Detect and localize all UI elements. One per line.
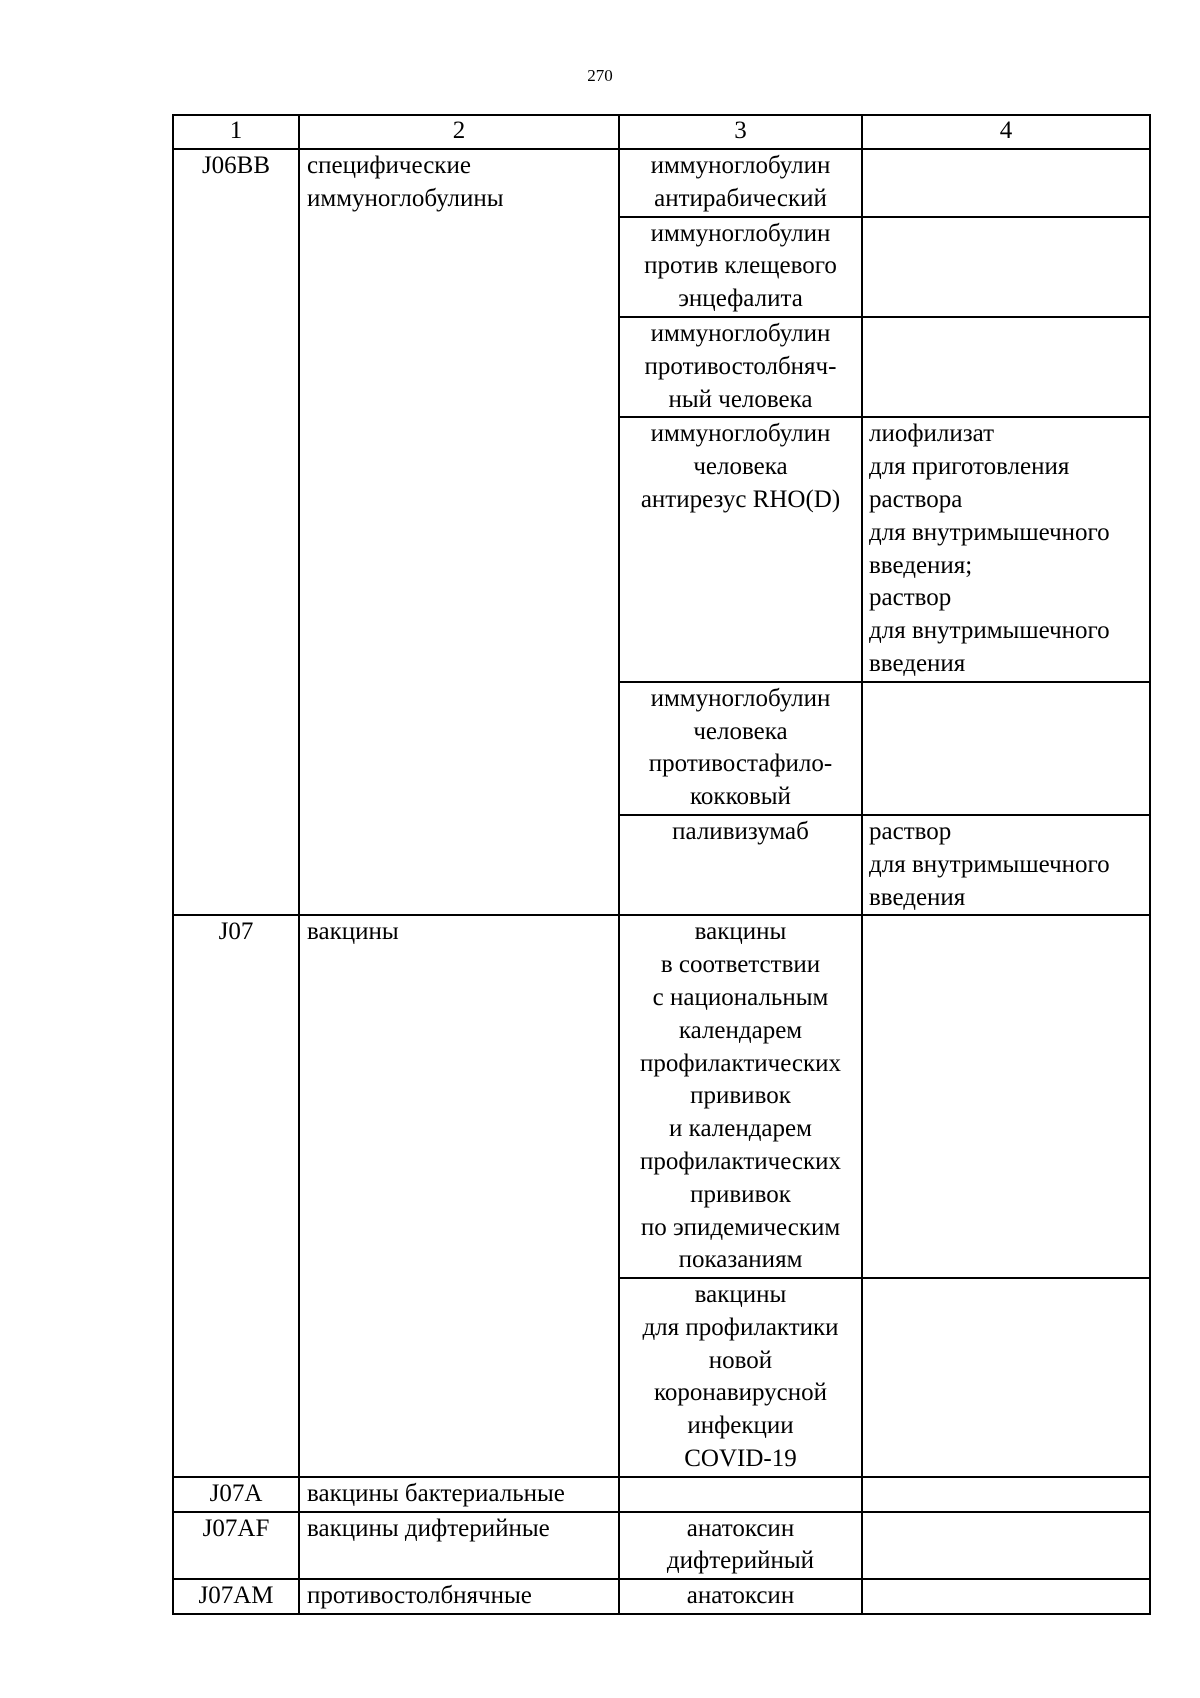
table-row: [173, 1579, 1150, 1614]
drug-name-cell: [619, 1477, 862, 1512]
dosage-form-cell: [862, 1512, 1150, 1580]
table-row: [173, 1477, 1150, 1512]
atc-code-cell: J07AF: [173, 1512, 299, 1580]
dosage-form-cell: [862, 1278, 1150, 1477]
group-name-cell: специфические иммуноглобулины: [299, 149, 619, 915]
group-name-cell: вакцины бактериальные: [299, 1477, 619, 1512]
drug-name-cell: вакцины для профилактики новой коронавирусной инфекции COVID-19: [619, 1278, 862, 1477]
drug-name-cell: иммуноглобулин человека противостафило- кокковый: [619, 682, 862, 815]
column-header-3: 3: [619, 115, 862, 149]
atc-code-cell: J07: [173, 915, 299, 1477]
dosage-form-cell: раствор для внутримышечного введения: [862, 815, 1150, 915]
dosage-form-cell: лиофилизат для приготовления раствора для внутримышечного введения; раствор для внутримышечного введения: [862, 417, 1150, 681]
dosage-form-cell: [862, 217, 1150, 317]
drug-name-cell: паливизумаб: [619, 815, 862, 915]
group-name-cell: противостолбнячные: [299, 1579, 619, 1614]
page-number: 270: [587, 66, 613, 85]
drug-name-cell: иммуноглобулин человека антирезус RHO(D): [619, 417, 862, 681]
column-header-1: 1: [173, 115, 299, 149]
drug-table: [172, 114, 1151, 1615]
dosage-form-cell: [862, 1477, 1150, 1512]
drug-name-cell: вакцины в соответствии с национальным календарем профилактических прививок и календарем профилактических прививок по эпидемическим показаниям: [619, 915, 862, 1278]
drug-name-cell: иммуноглобулин против клещевого энцефалита: [619, 217, 862, 317]
column-header-2: 2: [299, 115, 619, 149]
drug-name-cell: анатоксин: [619, 1579, 862, 1614]
drug-name-cell: иммуноглобулин противостолбняч- ный человека: [619, 317, 862, 417]
drug-name-cell: иммуноглобулин антирабический: [619, 149, 862, 217]
table-row: [173, 149, 1150, 217]
atc-code-cell: J07A: [173, 1477, 299, 1512]
table-body: [173, 115, 1150, 1614]
column-header-4: 4: [862, 115, 1150, 149]
atc-code-cell: J07AM: [173, 1579, 299, 1614]
dosage-form-cell: [862, 149, 1150, 217]
table-row: [173, 915, 1150, 1278]
header-row: [173, 115, 1150, 149]
dosage-form-cell: [862, 317, 1150, 417]
drug-name-cell: анатоксин дифтерийный: [619, 1512, 862, 1580]
table-row: [173, 1512, 1150, 1580]
atc-code-cell: J06BB: [173, 149, 299, 915]
group-name-cell: вакцины дифтерийные: [299, 1512, 619, 1580]
dosage-form-cell: [862, 682, 1150, 815]
dosage-form-cell: [862, 1579, 1150, 1614]
dosage-form-cell: [862, 915, 1150, 1278]
group-name-cell: вакцины: [299, 915, 619, 1477]
